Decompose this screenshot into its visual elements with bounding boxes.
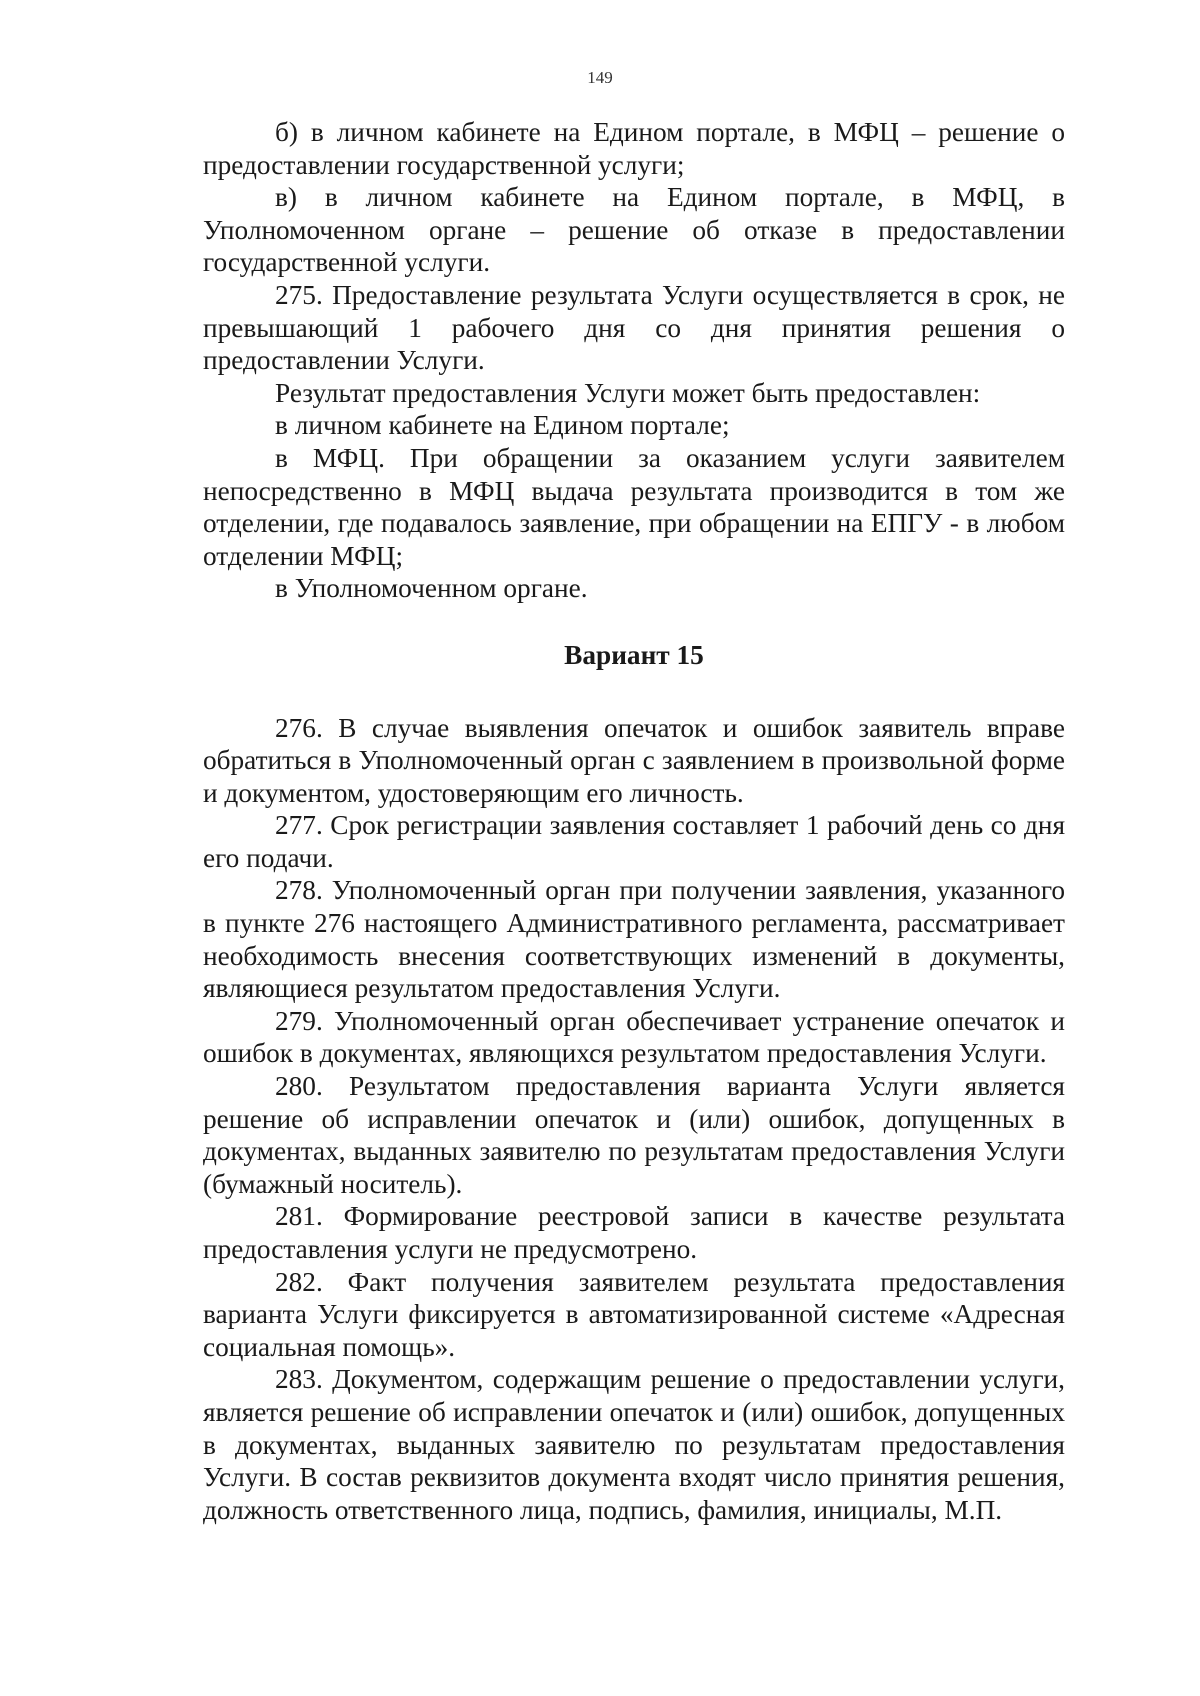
paragraph-275: 275. Предоставление результата Услуги осуществляется в срок, не превышающий 1 рабочего дня со дня принятия решения о предоставлении Услуги.: [203, 279, 1065, 376]
paragraph-279: 279. Уполномоченный орган обеспечивает устранение опечаток и ошибок в документах, являющихся результатом предоставления Услуги.: [203, 1005, 1065, 1069]
paragraph-280: 280. Результатом предоставления варианта Услуги является решение об исправлении опечаток и (или) ошибок, допущенных в документах, выданных заявителю по результатам предоставления Услуги (бумажный носитель).: [203, 1071, 1065, 1199]
document-body: [203, 116, 1065, 1526]
paragraph-283: 283. Документом, содержащим решение о предоставлении услуги, является решение об исправлении опечаток и (или) ошибок, допущенных в документах, выданных заявителю по результатам предоставления Услуги. В состав реквизитов документа входят число принятия решения, должность ответственного лица, подпись, фамилия, инициалы, М.П.: [203, 1364, 1065, 1525]
paragraph-v-personal-account-refusal: в) в личном кабинете на Едином портале, в МФЦ, в Уполномоченном органе – решение об отказе в предоставлении государственной услуги.: [203, 182, 1065, 278]
section-heading-variant-15: Вариант 15: [564, 639, 704, 670]
paragraph-delivery-mfc: в МФЦ. При обращении за оказанием услуги заявителем непосредственно в МФЦ выдача результата производится в том же отделении, где подавалось заявление, при обращении на ЕПГУ - в любом отделении МФЦ;: [203, 442, 1065, 571]
paragraph-278: 278. Уполномоченный орган при получении заявления, указанного в пункте 276 настоящего Административного регламента, рассматривает необходимость внесения соответствующих изменений в документы, являющиеся результатом предоставления Услуги.: [203, 875, 1065, 1004]
paragraph-delivery-personal-account: в личном кабинете на Едином портале;: [275, 410, 730, 441]
page-number: 149: [587, 68, 613, 87]
paragraph-277: 277. Срок регистрации заявления составляет 1 рабочий день со дня его подачи.: [203, 810, 1065, 873]
paragraph-b-personal-account-approval: б) в личном кабинете на Едином портале, в МФЦ – решение о предоставлении государственной услуги;: [203, 117, 1065, 180]
paragraph-282: 282. Факт получения заявителем результата предоставления варианта Услуги фиксируется в автоматизированной системе «Адресная социальная помощь».: [203, 1266, 1065, 1362]
paragraph-281: 281. Формирование реестровой записи в качестве результата предоставления услуги не предусмотрено.: [203, 1201, 1065, 1264]
paragraph-result-delivery-intro: Результат предоставления Услуги может быть предоставлен:: [275, 377, 981, 408]
paragraph-delivery-authorized-body: в Уполномоченном органе.: [275, 573, 588, 604]
paragraph-276: 276. В случае выявления опечаток и ошибок заявитель вправе обратиться в Уполномоченный орган с заявлением в произвольной форме и документом, удостоверяющим его личность.: [203, 712, 1065, 808]
